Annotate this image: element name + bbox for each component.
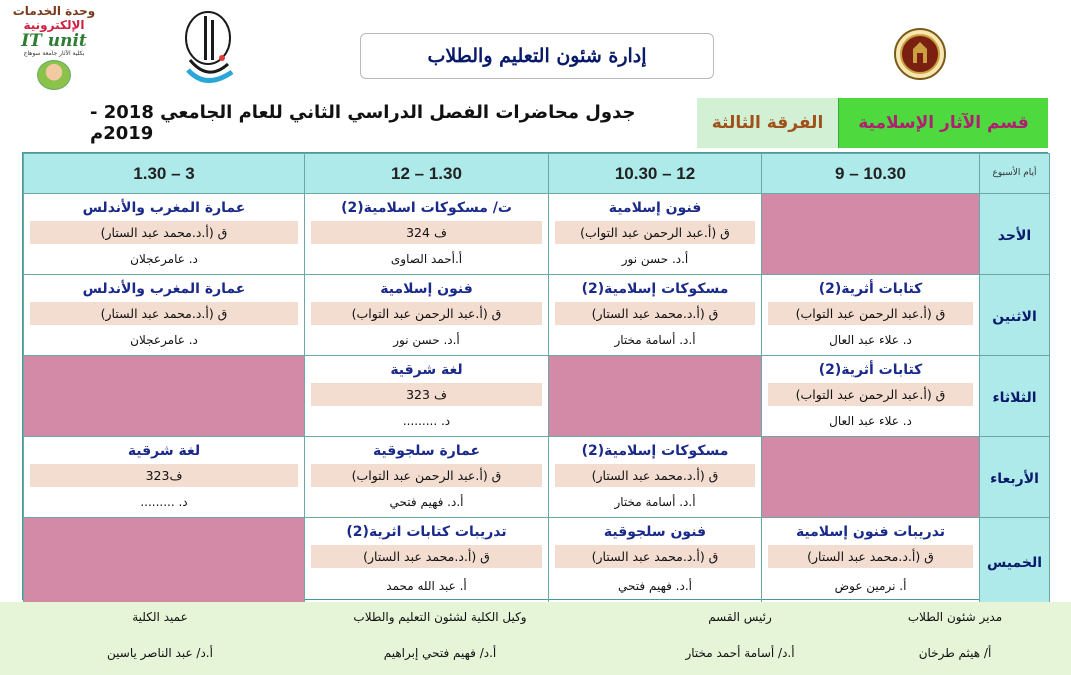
assistant-name: أ.د. أسامة مختار [614,495,696,509]
lecture-slot [305,518,549,605]
signature-title: رئيس القسم [708,610,772,624]
lecture-slot [762,518,980,605]
day-row [24,518,1050,605]
day-name: الأحد [997,227,1032,244]
assistant-name: أ.د. فهيم فتحي [389,495,464,509]
course-name: فنون إسلامية [608,199,702,216]
signature-name: أ.د/ فهيم فتحي إبراهيم [383,646,497,660]
instructor-label: ق (أ.عبد الرحمن عبد التواب) [768,383,973,406]
lecture-slot [549,518,762,605]
time-slot-label: 9 – 10.30 [835,163,906,183]
instructor-label: ق (أ.عبد الرحمن عبد التواب) [768,302,973,325]
signatures-footer [0,602,1071,675]
course-name: عمارة المغرب والأندلس [82,280,246,297]
lecture-slot [305,356,549,437]
year-level-cell [697,98,838,148]
lecture-slot [305,437,549,518]
department-name: قسم الآثار الإسلامية [858,113,1029,133]
faculty-logo [176,6,240,92]
admin-title: إدارة شئون التعليم والطلاب [427,45,647,67]
time-slot-label: 10.30 – 12 [614,163,696,183]
day-row [24,275,1050,356]
course-name: عمارة سلجوقية [372,442,481,459]
empty-slot [762,437,980,518]
course-name: فنون سلجوقية [603,523,707,540]
assistant-name: أ.أحمد الصاوى [390,252,463,266]
schedule-title: جدول محاضرات الفصل الدراسي الثاني للعام الجامعي 2018 - 2019م [90,102,636,144]
lecture-slot [549,275,762,356]
assistant-name: د. علاء عبد العال [829,414,912,428]
it-unit-logo [10,4,98,96]
schedule-header [90,98,1048,148]
instructor-label: ق (أ.د.محمد عبد الستار) [30,221,298,244]
lecture-slot [305,275,549,356]
year-level: الفرقة الثالثة [711,113,824,133]
time-slot-header [24,154,305,194]
day-row [24,437,1050,518]
signature-title: وكيل الكلية لشئون التعليم والطلاب [353,610,527,624]
assistant-name: أ. نرمين عوض [834,579,907,593]
day-name-cell [980,194,1050,275]
instructor-label: ف 324 [311,221,542,244]
course-name: مسكوكات إسلامية(2) [581,442,729,459]
signature-name: أ.د/ عبد الناصر ياسين [107,646,213,660]
assistant-name: أ.د. حسن نور [393,333,460,347]
assistant-name: أ.د. أسامة مختار [614,333,696,347]
time-slot-header [305,154,549,194]
days-header [980,154,1050,194]
course-name: تدريبات فنون إسلامية [795,523,946,540]
university-logo [893,27,947,81]
time-slot-label: 12 – 1.30 [391,163,462,183]
instructor-label: ف 323 [311,383,542,406]
instructor-label: ق (أ.عبد الرحمن عبد التواب) [311,302,542,325]
instructor-label: ف323 [30,464,298,487]
course-name: لغة شرقية [390,361,463,378]
signature-name: أ/ هيثم طرخان [918,646,992,660]
instructor-label: ق (أ.د.محمد عبد الستار) [30,302,298,325]
lecture-slot [24,194,305,275]
course-name: كتابات أثرية(2) [818,361,923,378]
day-name: الاثنين [992,308,1037,325]
assistant-name: أ. عبد الله محمد [386,579,467,593]
admin-title-box [360,33,714,79]
schedule-grid [23,153,1050,605]
signature-title: مدير شئون الطلاب [907,610,1003,624]
signature-title: عميد الكلية [132,610,188,624]
course-name: عمارة المغرب والأندلس [82,199,246,216]
signature-vice-dean [320,610,560,660]
lecture-slot [549,437,762,518]
department-cell [838,98,1048,148]
assistant-name: د. عامرعجلان [130,252,198,266]
signature-name: أ.د/ أسامة أحمد مختار [685,646,795,660]
assistant-name: د. عامرعجلان [130,333,198,347]
course-name: فنون إسلامية [380,280,473,297]
assistant-name: د. علاء عبد العال [829,333,912,347]
instructor-label: ق (أ.عبد الرحمن عبد التواب) [555,221,755,244]
instructor-label: ق (أ.د.محمد عبد الستار) [555,302,755,325]
signature-student-affairs [880,610,1030,660]
lecture-slot [762,356,980,437]
day-name-cell [980,356,1050,437]
assistant-name: د. ......... [402,414,451,428]
it-logo-portrait [37,60,71,90]
day-name-cell [980,518,1050,605]
it-logo-line4: بكلية الآثار جامعة سوهاج [23,50,85,57]
empty-slot [549,356,762,437]
assistant-name: د. ......... [140,495,188,509]
assistant-name: أ.د. حسن نور [621,252,689,266]
schedule-table [22,152,1048,600]
empty-slot [24,518,305,605]
lecture-slot [762,275,980,356]
course-name: لغة شرقية [127,442,201,459]
time-slot-label: 1.30 – 3 [133,163,195,183]
day-name: الخميس [986,554,1043,571]
instructor-label: ق (أ.د.محمد عبد الستار) [768,545,973,568]
lecture-slot [549,194,762,275]
it-logo-line1: وحدة الخدمات [12,4,96,18]
it-logo-line3: IT unit [21,31,87,51]
assistant-name: أ.د. فهيم فتحي [618,579,692,593]
course-name: تدريبات كتابات اثرية(2) [346,523,507,540]
day-name-cell [980,437,1050,518]
time-header-row [24,154,1050,194]
day-row [24,194,1050,275]
time-slot-header [762,154,980,194]
instructor-label: ق (أ.د.محمد عبد الستار) [555,545,755,568]
instructor-label: ق (أ.د.محمد عبد الستار) [311,545,542,568]
empty-slot [762,194,980,275]
signature-dean [80,610,240,660]
day-name: الثلاثاء [992,389,1037,406]
lecture-slot [305,194,549,275]
lecture-slot [24,437,305,518]
days-header-label: أيام الأسبوع [992,168,1037,178]
lecture-slot [24,275,305,356]
time-slot-header [549,154,762,194]
course-name: ت/ مسكوكات اسلامية(2) [341,199,512,216]
it-logo-line2: الإلكترونية [23,18,85,32]
day-row [24,356,1050,437]
signature-dept-head [650,610,830,660]
instructor-label: ق (أ.د.محمد عبد الستار) [555,464,755,487]
course-name: مسكوكات إسلامية(2) [581,280,729,297]
course-name: كتابات أثرية(2) [818,280,923,297]
day-name-cell [980,275,1050,356]
empty-slot [24,356,305,437]
instructor-label: ق (أ.عبد الرحمن عبد التواب) [311,464,542,487]
schedule-title-cell [90,98,697,148]
day-name: الأربعاء [990,470,1039,487]
